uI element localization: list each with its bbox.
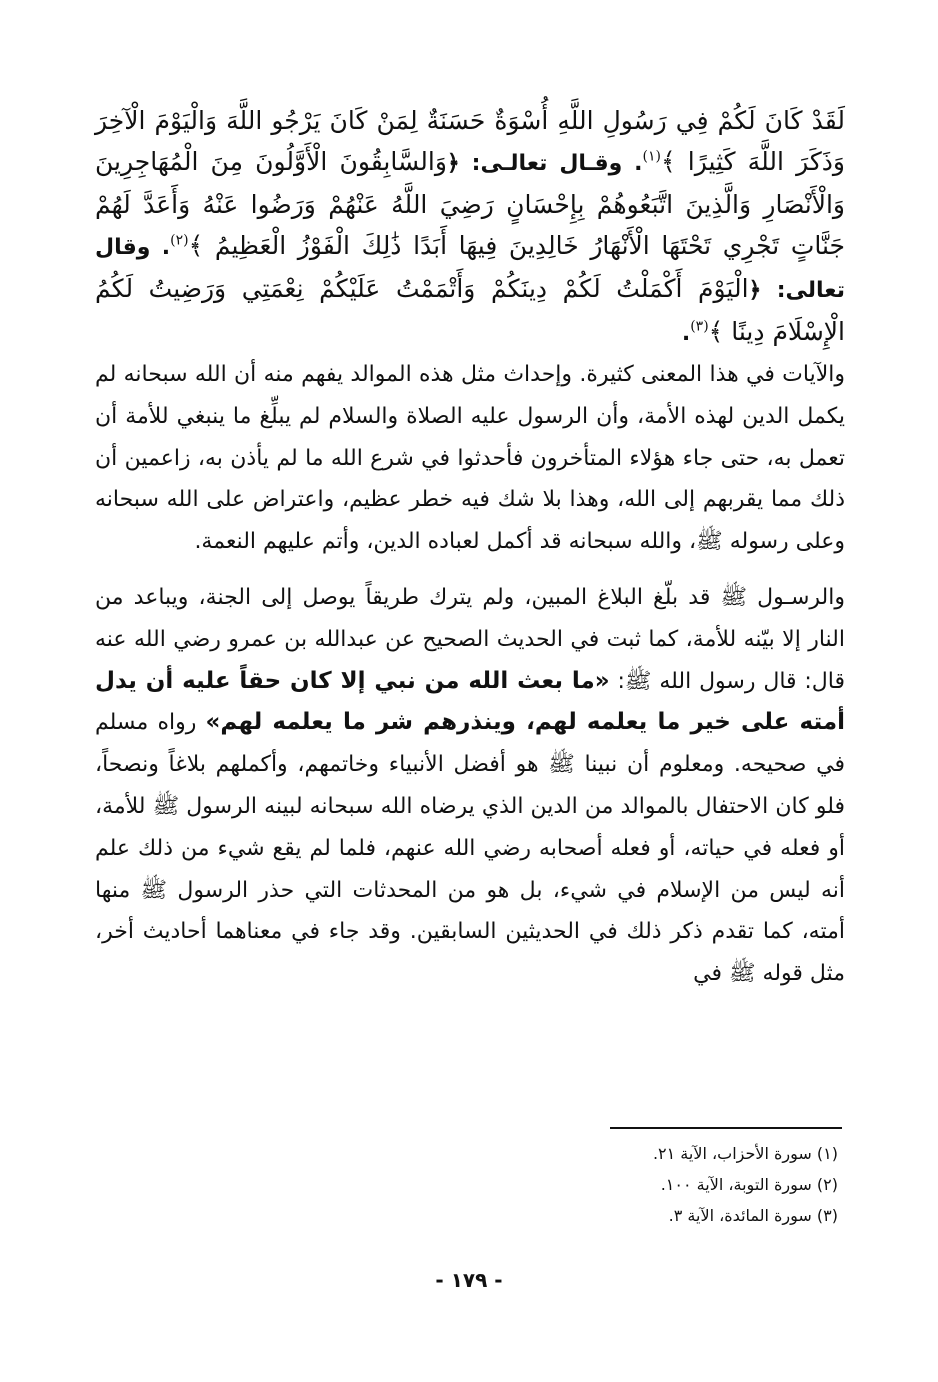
paragraph-1: والآيات في هذا المعنى كثيرة. وإحداث مثل هذه الموالد يفهم منه أن الله سبحانه لم يكمل الدين لهذه الأمة، وأن الرسول عليه الصلاة والسلام لم يبلِّغ ما ينبغي للأمة أن تعمل به، حتى جاء هؤلاء المتأخرون فأحدثوا في شرع الله ما لم يأذن به، زاعمين أن ذلك مما يقربهم إلى الله، وهذا بلا شك فيه خطر عظيم، واعتراض على الله سبحانه وعلى رسوله ﷺ، والله سبحانه قد أكمل لعباده الدين، وأتم عليهم النعمة. [95,362,845,555]
paragraph-2-rest: رواه مسلم في صحيحه. ومعلوم أن نبينا ﷺ هو أفضل الأنبياء وخاتمهم، وأكملهم بلاغاً ونصحاً، فلو كان الاحتفال بالموالد من الدين الذي يرضاه الله سبحانه لبينه الرسول ﷺ للأمة، أو فعله في حياته، أو فعله أصحابه رضي الله عنهم، فلما لم يقع شيء من ذلك علم أنه ليس من الإسلام في شيء، بل هو من المحدثات التي حذر الرسول ﷺ منها أمته، كما تقدم ذكر ذلك في الحديثين السابقين. وقد جاء في معناهما أحاديث أخر، مثل قوله ﷺ في [95,710,845,987]
footnotes [438,1138,838,1231]
page-body [95,100,845,995]
page-number: - ١٧٩ - [435,1268,503,1292]
paragraph-2 [95,577,845,995]
footnote-2: (٢) سورة التوبة، الآية ١٠٠. [660,1175,838,1194]
footnote-ref-3: (٣) [690,318,709,335]
footnote-divider [610,1127,842,1129]
verse-2: وَالسَّابِقُونَ الْأَوَّلُونَ مِنَ الْمُهَاجِرِينَ وَالْأَنْصَارِ وَالَّذِينَ اتَّبَعُوهُمْ بِإِحْسَانٍ رَضِيَ اللَّهُ عَنْهُمْ وَرَضُوا عَنْهُ وَأَعَدَّ لَهُمْ جَنَّاتٍ تَجْرِي تَحْتَهَا الْأَنْهَارُ خَالِدِينَ فِيهَا أَبَدًا ذَٰلِكَ الْفَوْزُ الْعَظِيمُ ﴾ [95,147,845,260]
verse-end: . [681,321,691,346]
verse-connector-2: . وقال تعالى: ﴿ [95,235,845,303]
footnote-3: (٣) سورة المائدة، الآية ٣. [668,1206,838,1225]
verse-3: الْيَوْمَ أَكْمَلْتُ لَكُمْ دِينَكُمْ وَأَتْمَمْتُ عَلَيْكُمْ نِعْمَتِي وَرَضِيتُ لَكُمُ الْإِسْلَامَ دِينًا ﴾ [95,274,845,346]
footnote-ref-2: (٢) [170,232,189,249]
hadith-quote: «ما بعث الله من نبي إلا كان حقاً عليه أن يدل أمته على خير ما يعلمه لهم، وينذرهم شر ما يعلمه لهم» [95,667,845,736]
verse-connector-1: . وقـال تعالـى: ﴿ [446,151,643,176]
verse-1: لَقَدْ كَانَ لَكُمْ فِي رَسُولِ اللَّهِ أُسْوَةٌ حَسَنَةٌ لِمَنْ كَانَ يَرْجُو اللَّهَ وَالْيَوْمَ الْآخِرَ وَذَكَرَ اللَّهَ كَثِيرًا ﴾ [95,106,845,176]
footnote-ref-1: (١) [642,148,661,165]
footnote-1: (١) سورة الأحزاب، الآية ٢١. [652,1144,838,1163]
paragraph-2-intro: والرسـول ﷺ قد بلّغ البلاغ المبين، ولم يترك طريقاً يوصل إلى الجنة، ويباعد من النار إلا بيّنه للأمة، كما ثبت في الحديث الصحيح عن عبدالله بن عمرو رضي الله عنه قال: قال رسول الله ﷺ: [95,584,845,694]
quran-verses [95,100,845,354]
